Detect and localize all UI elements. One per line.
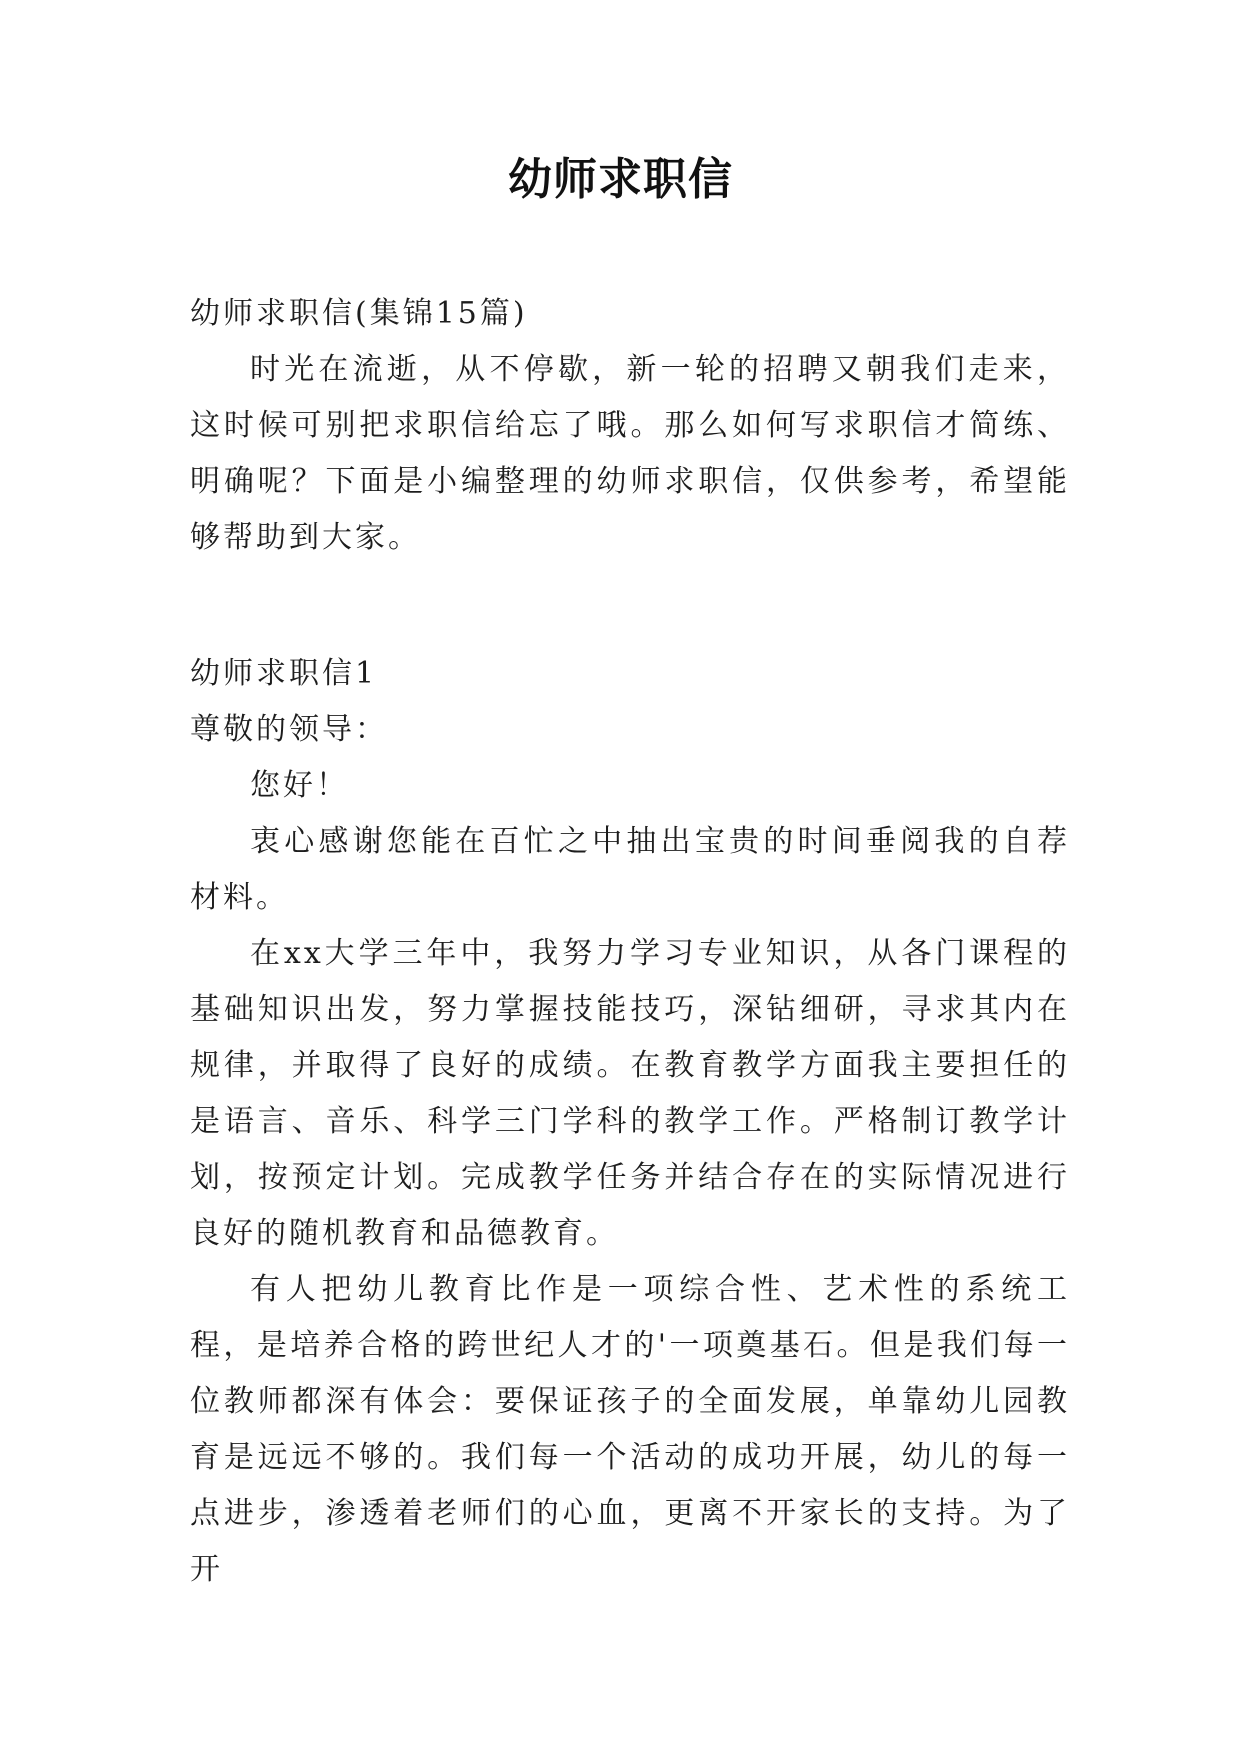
salutation: 尊敬的领导： (190, 712, 388, 747)
greeting: 您好！ (250, 768, 349, 803)
body-paragraph: 有人把幼儿教育比作是一项综合性、艺术性的系统工程，是培养合格的跨世纪人才的'一项奠基石。但是我们每一位教师都深有体会：要保证孩子的全面发展，单靠幼儿园教育是远远不够的。我们每一个活动的成功开展，幼儿的每一点进步，渗透着老师们的心血，更离不开家长的支持。为了开 (190, 1272, 1070, 1587)
body-paragraph: 衷心感谢您能在百忙之中抽出宝贵的时间垂阅我的自荐材料。 (190, 824, 1070, 915)
section-heading: 幼师求职信1 (190, 656, 378, 691)
intro-paragraph: 时光在流逝，从不停歇，新一轮的招聘又朝我们走来，这时候可别把求职信给忘了哦。那么如何写求职信才简练、明确呢？下面是小编整理的幼师求职信，仅供参考，希望能够帮助到大家。 (190, 352, 1070, 555)
subtitle: 幼师求职信(集锦15篇) (190, 296, 528, 331)
document-title: 幼师求职信 (508, 154, 733, 205)
body-paragraph: 在xx大学三年中，我努力学习专业知识，从各门课程的基础知识出发，努力掌握技能技巧，深钻细研，寻求其内在规律，并取得了良好的成绩。在教育教学方面我主要担任的是语言、音乐、科学三门学科的教学工作。严格制订教学计划，按预定计划。完成教学任务并结合存在的实际情况进行良好的随机教育和品德教育。 (190, 936, 1070, 1251)
document-body (190, 286, 1070, 1598)
section-spacer (190, 566, 1070, 646)
